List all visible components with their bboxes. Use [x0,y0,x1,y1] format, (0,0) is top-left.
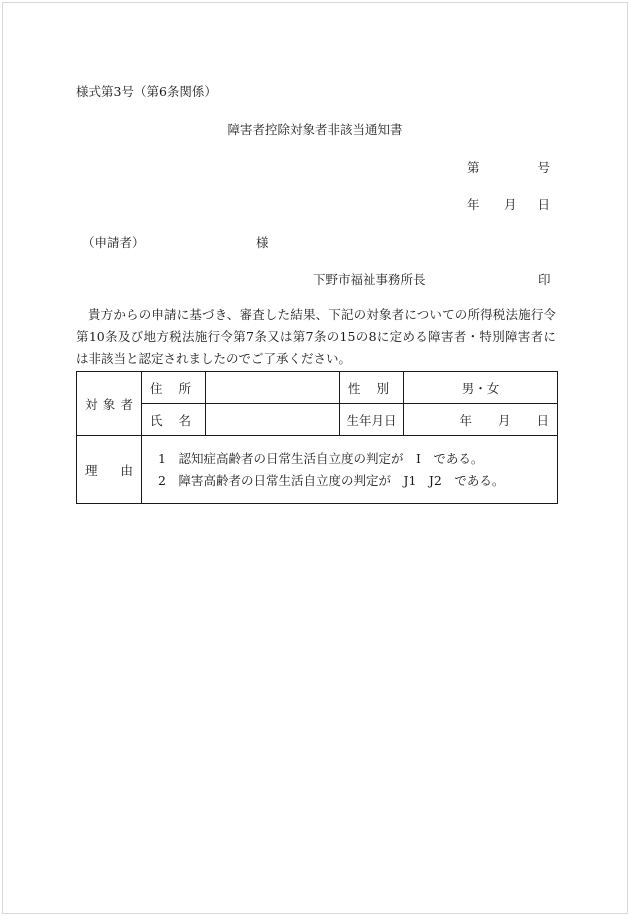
doc-number-suffix: 号 [537,160,550,175]
table-row [77,436,558,504]
date-year: 年 [467,197,480,212]
birth-value-cell[interactable] [404,404,558,436]
doc-number-prefix: 第 [467,160,480,175]
reason-label-cell [77,436,142,504]
gender-label: 性 別 [348,380,389,396]
address-value-cell[interactable] [206,372,340,404]
name-value-cell[interactable] [206,404,340,436]
subject-char-3: 者 [120,396,133,412]
birth-month: 月 [497,412,511,428]
birth-label: 生年月日 [340,404,404,436]
document-title: 障害者控除対象者非該当通知書 [227,122,403,137]
date-month: 月 [504,197,517,212]
address-label-cell [142,372,206,404]
birth-day: 日 [536,412,549,428]
form-number: 様式第3号（第6条関係） [76,84,217,99]
gender-value[interactable]: 男・女 [404,372,558,404]
name-label-cell [142,404,206,436]
date-day: 日 [537,197,550,212]
table-row [77,404,558,436]
subject-label-cell [77,372,142,436]
reason-list [142,448,557,492]
applicant-honorific: 様 [256,235,269,250]
reason-value-cell [142,436,558,504]
applicant-label: （申請者） [82,235,145,250]
notice-body: 貴方からの申請に基づき、審査した結果、下記の対象者についての所得税法施行令第10条及び地方税法施行令第7条又は第7条の15の8に定める障害者・特別障害者には非該当と認定されましたのでご了承ください。 [76,307,556,366]
reason-item-2[interactable]: 2 障害高齢者の日常生活自立度の判定が J1 J2 である。 [158,472,505,488]
birth-date [404,411,557,429]
issuer-office: 下野市福祉事務所長 [313,272,426,287]
gender-label-cell [340,372,404,404]
subject-label [77,395,141,413]
table-row [77,372,558,404]
birth-year: 年 [459,412,472,428]
reason-label: 理 由 [85,462,133,478]
subject-table [76,371,558,504]
subject-char-2: 象 [102,396,116,412]
name-label: 氏 名 [150,412,191,428]
address-label: 住 所 [150,380,191,396]
subject-char-1: 対 [85,396,98,412]
reason-item-1[interactable]: 1 認知症高齢者の日常生活自立度の判定が Ⅰ である。 [158,450,484,466]
issuer-seal: 印 [538,272,551,287]
